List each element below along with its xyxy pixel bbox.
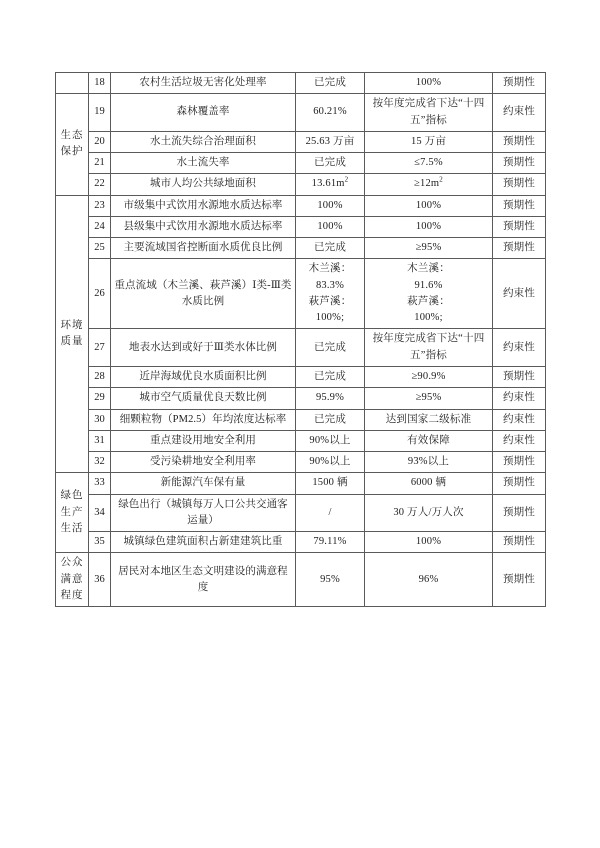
indicator-table — [55, 72, 546, 607]
indicator-type: 预期性 — [493, 153, 546, 174]
indicator-target: 达到国家二级标准 — [365, 409, 493, 430]
indicator-type: 约束性 — [493, 94, 546, 132]
indicator-target: 有效保障 — [365, 430, 493, 451]
value-line: 萩芦溪： — [308, 295, 352, 307]
indicator-value: 90%以上 — [296, 452, 365, 473]
indicator-target — [365, 259, 493, 329]
value-line: 100%; — [315, 312, 345, 324]
row-number: 31 — [89, 430, 111, 451]
category-environment-quality: 环境质量 — [56, 195, 89, 473]
row-number: 24 — [89, 216, 111, 237]
row-number: 36 — [89, 553, 111, 607]
indicator-name: 市级集中式饮用水源地水质达标率 — [111, 195, 296, 216]
table-row — [56, 409, 546, 430]
value-line: 木兰溪： — [308, 263, 352, 275]
table-row — [56, 494, 546, 532]
row-number: 32 — [89, 452, 111, 473]
indicator-name: 主要流域国省控断面水质优良比例 — [111, 238, 296, 259]
indicator-value: 95% — [296, 553, 365, 607]
indicator-name: 受污染耕地安全利用率 — [111, 452, 296, 473]
table-row — [56, 532, 546, 553]
indicator-target: ≤7.5% — [365, 153, 493, 174]
indicator-value — [296, 174, 365, 195]
table-row — [56, 452, 546, 473]
table-row — [56, 366, 546, 387]
indicator-value: 90%以上 — [296, 430, 365, 451]
indicator-target: ≥95% — [365, 238, 493, 259]
indicator-name: 地表水达到或好于Ⅲ类水体比例 — [111, 329, 296, 367]
indicator-type: 约束性 — [493, 409, 546, 430]
indicator-target: 按年度完成省下达“十四五”指标 — [365, 94, 493, 132]
indicator-value: 1500 辆 — [296, 473, 365, 494]
row-number: 35 — [89, 532, 111, 553]
indicator-target: ≥90.9% — [365, 366, 493, 387]
indicator-name: 城镇绿色建筑面积占新建建筑比重 — [111, 532, 296, 553]
category-green-production-life: 绿色生产生活 — [56, 473, 89, 553]
table-row — [56, 329, 546, 367]
indicator-value: 79.11% — [296, 532, 365, 553]
indicator-value: 已完成 — [296, 238, 365, 259]
row-number: 28 — [89, 366, 111, 387]
indicator-value — [296, 259, 365, 329]
indicator-value: 已完成 — [296, 73, 365, 94]
indicator-type: 约束性 — [493, 259, 546, 329]
target-text: ≥12m — [414, 178, 440, 190]
indicator-type: 预期性 — [493, 195, 546, 216]
row-number: 23 — [89, 195, 111, 216]
target-superscript: 2 — [439, 175, 443, 184]
indicator-target: 100% — [365, 532, 493, 553]
row-number: 33 — [89, 473, 111, 494]
indicator-table-container — [55, 72, 545, 607]
indicator-value: 已完成 — [296, 409, 365, 430]
row-number: 25 — [89, 238, 111, 259]
indicator-type: 预期性 — [493, 553, 546, 607]
indicator-value: 已完成 — [296, 366, 365, 387]
indicator-value: 100% — [296, 195, 365, 216]
indicator-target — [365, 174, 493, 195]
indicator-type: 约束性 — [493, 329, 546, 367]
row-number: 34 — [89, 494, 111, 532]
indicator-name: 绿色出行（城镇每万人口公共交通客运量） — [111, 494, 296, 532]
indicator-type: 预期性 — [493, 238, 546, 259]
indicator-value: 95.9% — [296, 388, 365, 409]
indicator-type: 预期性 — [493, 131, 546, 152]
indicator-name: 新能源汽车保有量 — [111, 473, 296, 494]
indicator-name: 城市人均公共绿地面积 — [111, 174, 296, 195]
indicator-type: 预期性 — [493, 366, 546, 387]
row-number: 30 — [89, 409, 111, 430]
row-number: 27 — [89, 329, 111, 367]
table-row — [56, 195, 546, 216]
row-number: 26 — [89, 259, 111, 329]
indicator-type: 预期性 — [493, 73, 546, 94]
indicator-value: 25.63 万亩 — [296, 131, 365, 152]
indicator-name: 细颗粒物（PM2.5）年均浓度达标率 — [111, 409, 296, 430]
category-eco-protection: 生态保护 — [56, 94, 89, 195]
category-public-satisfaction: 公众满意程度 — [56, 553, 89, 607]
row-number: 21 — [89, 153, 111, 174]
table-row — [56, 94, 546, 132]
indicator-target: 96% — [365, 553, 493, 607]
table-row — [56, 153, 546, 174]
indicator-target: 30 万人/万人次 — [365, 494, 493, 532]
table-row — [56, 174, 546, 195]
indicator-type: 预期性 — [493, 216, 546, 237]
indicator-name: 重点建设用地安全利用 — [111, 430, 296, 451]
indicator-value: 已完成 — [296, 329, 365, 367]
indicator-type: 预期性 — [493, 532, 546, 553]
table-row — [56, 430, 546, 451]
indicator-target: 100% — [365, 195, 493, 216]
indicator-target: 93%以上 — [365, 452, 493, 473]
indicator-value: / — [296, 494, 365, 532]
indicator-name: 县级集中式饮用水源地水质达标率 — [111, 216, 296, 237]
indicator-name: 居民对本地区生态文明建设的满意程度 — [111, 553, 296, 607]
row-number: 29 — [89, 388, 111, 409]
indicator-target: 100% — [365, 73, 493, 94]
table-row — [56, 216, 546, 237]
indicator-type: 约束性 — [493, 430, 546, 451]
indicator-target: ≥95% — [365, 388, 493, 409]
table-row — [56, 553, 546, 607]
indicator-type: 约束性 — [493, 388, 546, 409]
table-row — [56, 73, 546, 94]
value-line: 83.3% — [315, 279, 345, 291]
target-line: 木兰溪： — [407, 263, 450, 275]
indicator-name: 水土流失率 — [111, 153, 296, 174]
indicator-type: 预期性 — [493, 452, 546, 473]
target-line: 91.6% — [414, 279, 443, 291]
value-superscript: 2 — [344, 175, 349, 184]
table-body — [56, 73, 546, 607]
row-number: 20 — [89, 131, 111, 152]
indicator-type: 预期性 — [493, 494, 546, 532]
table-row — [56, 259, 546, 329]
table-row — [56, 388, 546, 409]
target-line: 萩芦溪： — [407, 295, 450, 307]
indicator-target: 6000 辆 — [365, 473, 493, 494]
row-number: 18 — [89, 73, 111, 94]
target-line: 100%; — [414, 312, 443, 324]
indicator-value: 100% — [296, 216, 365, 237]
indicator-target: 15 万亩 — [365, 131, 493, 152]
value-text: 13.61m — [311, 178, 345, 190]
indicator-value: 已完成 — [296, 153, 365, 174]
indicator-target: 按年度完成省下达“十四五”指标 — [365, 329, 493, 367]
indicator-name: 森林覆盖率 — [111, 94, 296, 132]
row-number: 19 — [89, 94, 111, 132]
table-row — [56, 131, 546, 152]
table-row — [56, 238, 546, 259]
indicator-value: 60.21% — [296, 94, 365, 132]
indicator-type: 预期性 — [493, 473, 546, 494]
indicator-name: 近岸海域优良水质面积比例 — [111, 366, 296, 387]
category-cell-continuation — [56, 73, 89, 94]
indicator-target: 100% — [365, 216, 493, 237]
table-row — [56, 473, 546, 494]
indicator-name: 农村生活垃圾无害化处理率 — [111, 73, 296, 94]
indicator-type: 预期性 — [493, 174, 546, 195]
indicator-name: 水土流失综合治理面积 — [111, 131, 296, 152]
indicator-name: 重点流域（木兰溪、萩芦溪）Ⅰ类-Ⅲ类水质比例 — [111, 259, 296, 329]
row-number: 22 — [89, 174, 111, 195]
indicator-name: 城市空气质量优良天数比例 — [111, 388, 296, 409]
